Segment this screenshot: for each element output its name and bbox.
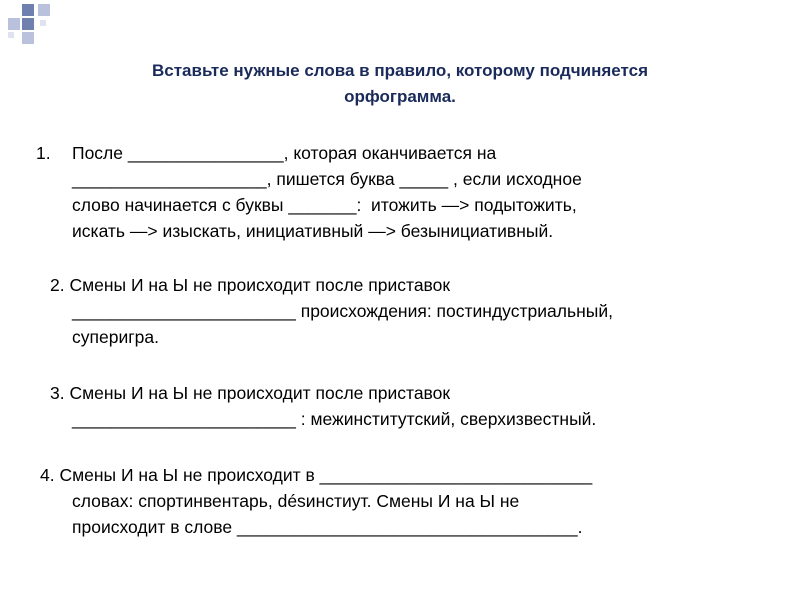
rule-4-line-2: словах: спортинвентарь, désинстиут. Смены И на Ы не bbox=[72, 491, 520, 511]
rule-3-line-2: _______________________ : межинститутский, сверхизвестный. bbox=[72, 409, 597, 429]
rule-2-line-1: 2. Смены И на Ы не происходит после приставок bbox=[50, 275, 451, 295]
title-line-1: Вставьте нужные слова в правило, которому подчиняется bbox=[151, 61, 648, 80]
rule-4-line-1: 4. Смены И на Ы не происходит в ____________________________ bbox=[40, 465, 593, 485]
rule-1-line-4: искать —> изыскать, инициативный —> безынициативный. bbox=[72, 221, 554, 241]
rule-4-line-3: происходит в слове ___________________________________. bbox=[72, 517, 583, 537]
rule-3-line-1: 3. Смены И на Ы не происходит после приставок bbox=[50, 383, 451, 403]
rule-2-line-2: _______________________ происхождения: постиндустриальный, bbox=[72, 301, 613, 321]
rule-1-line-1: После ________________, которая оканчивается на bbox=[72, 143, 497, 163]
rule-1-number: 1. bbox=[36, 143, 51, 163]
page-title bbox=[40, 58, 760, 110]
rule-1-line-2: ____________________, пишется буква _____ , если исходное bbox=[72, 169, 582, 189]
rule-2-line-3: суперигра. bbox=[72, 327, 159, 347]
rule-1-line-3: слово начинается с буквы _______: итожить —> подытожить, bbox=[72, 195, 577, 215]
corner-squares-decoration bbox=[0, 0, 70, 50]
title-line-2: орфограмма. bbox=[344, 87, 456, 106]
